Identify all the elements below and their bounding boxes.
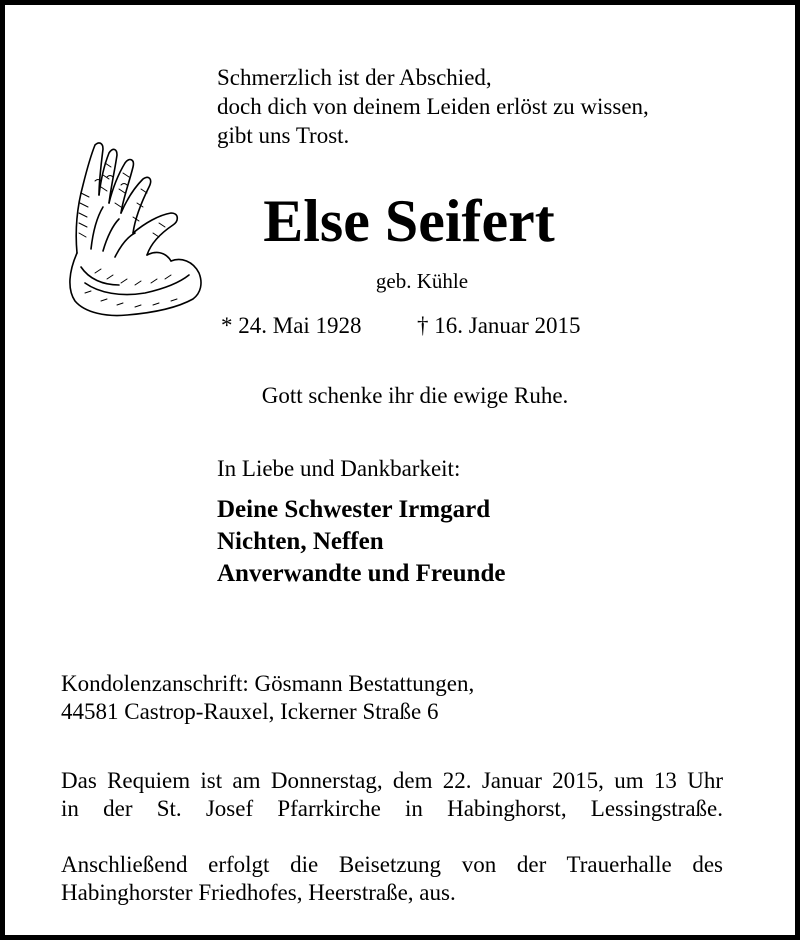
condolence-address (61, 670, 474, 726)
mourner-entry: Nichten, Neffen (217, 528, 384, 555)
mourners-list (217, 494, 505, 590)
burial-info (61, 851, 723, 907)
mourner-entry: Deine Schwester Irmgard (217, 496, 491, 523)
requiem-line: Das Requiem ist am Donnerstag, dem 22. Januar 2015, um 13 Uhr (61, 768, 723, 793)
condolence-line: 44581 Castrop-Rauxel, Ickerner Straße 6 (61, 699, 439, 724)
intro-line: Schmerzlich ist der Abschied, (217, 65, 492, 90)
requiem-info (61, 767, 723, 823)
deceased-name (5, 188, 800, 254)
birth-name (5, 271, 800, 292)
intro-line: gibt uns Trost. (217, 123, 350, 148)
intro-verse (217, 63, 649, 150)
love-line: In Liebe und Dankbarkeit: (217, 456, 461, 481)
deceased-name-text: Else Seifert (263, 188, 555, 254)
birth-name-text: geb. Kühle (375, 269, 469, 293)
blessing (5, 384, 800, 407)
intro-line: doch dich von deinem Leiden erlöst zu wissen, (217, 94, 649, 119)
blessing-text: Gott schenke ihr die ewige Ruhe. (261, 383, 569, 408)
death-date: † 16. Januar 2015 (417, 313, 581, 338)
requiem-line: in der St. Josef Pfarrkirche in Habinghorst, Lessingstraße. (61, 796, 723, 821)
mourner-entry: Anverwandte und Freunde (217, 560, 506, 587)
birth-date: * 24. Mai 1928 (221, 313, 362, 338)
burial-line: Habinghorster Friedhofes, Heerstraße, aus. (61, 880, 456, 905)
burial-line: Anschließend erfolgt die Beisetzung von der Trauerhalle des (61, 852, 723, 877)
condolence-line: Kondolenzanschrift: Gösmann Bestattungen, (61, 671, 475, 696)
